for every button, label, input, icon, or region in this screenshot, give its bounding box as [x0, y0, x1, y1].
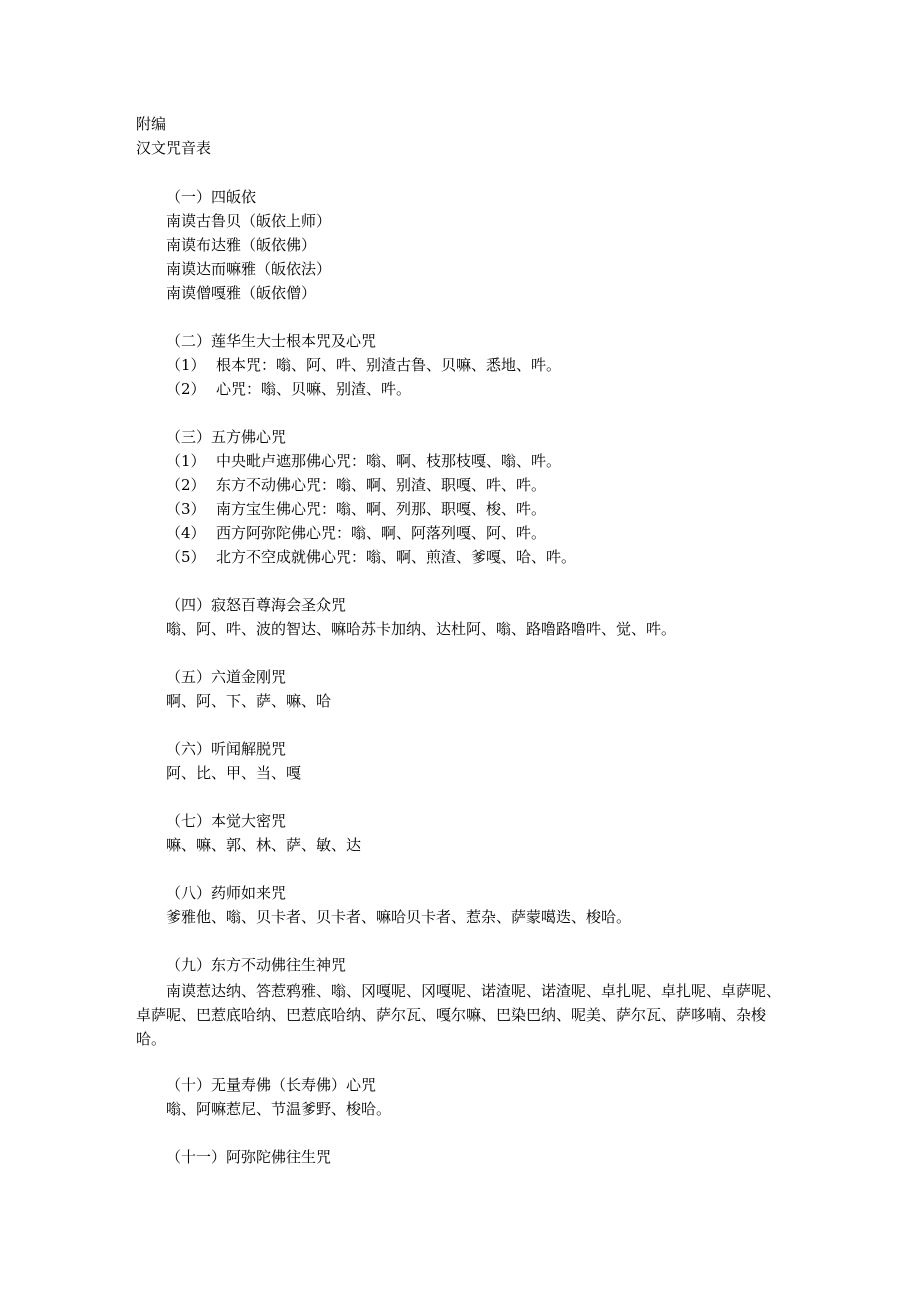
section-9-title: （九）东方不动佛往生神咒 [166, 956, 347, 974]
section-7-title: （七）本觉大密咒 [166, 812, 287, 830]
item-text: 北方不空成就佛心咒：嗡、啊、煎渣、爹嘎、哈、吽。 [216, 548, 577, 566]
item-text: 南方宝生佛心咒：嗡、啊、列那、职嘎、梭、吽。 [216, 500, 547, 518]
section-9-text: 南谟惹达纳、答惹鸦雅、嗡、冈嘎呢、冈嘎呢、诺渣呢、诺渣呢、卓扎呢、卓扎呢、卓萨呢、卓萨呢、巴惹底哈纳、巴惹底哈纳、萨尔瓦、嘎尔嘛、巴染巴纳、呢美、萨尔瓦、萨哆喃、杂梭哈。 [136, 982, 782, 1048]
item-text: 西方阿弥陀佛心咒：嗡、啊、阿落列嘎、阿、吽。 [216, 524, 547, 542]
section-3-item [166, 547, 576, 567]
section-3-item [166, 451, 561, 471]
section-3-item [166, 499, 546, 519]
section-10-title: （十）无量寿佛（长寿佛）心咒 [166, 1076, 377, 1094]
section-3-item [166, 475, 546, 495]
section-1-line: 南谟达而嘛雅（皈依法） [166, 260, 332, 278]
document-title: 汉文咒音表 [136, 139, 212, 157]
section-5-text: 啊、阿、下、萨、嘛、哈 [166, 692, 332, 710]
item-text: 中央毗卢遮那佛心咒：嗡、啊、枝那枝嘎、嗡、吽。 [216, 452, 562, 470]
section-3-title: （三）五方佛心咒 [166, 428, 287, 446]
section-5-title: （五）六道金刚咒 [166, 668, 287, 686]
item-text: 心咒：嗡、贝嘛、别渣、吽。 [216, 380, 412, 398]
item-text: 根本咒：嗡、阿、吽、别渣古鲁、贝嘛、悉地、吽。 [216, 356, 562, 374]
item-text: 东方不动佛心咒：嗡、啊、别渣、职嘎、吽、吽。 [216, 476, 547, 494]
section-3-item [166, 523, 546, 543]
section-1-line: 南谟僧嘎雅（皈依僧） [166, 284, 317, 302]
section-2-item [166, 379, 411, 399]
item-number: （5） [166, 548, 206, 566]
section-1-line: 南谟布达雅（皈依佛） [166, 236, 317, 254]
item-number: （4） [166, 524, 206, 542]
item-number: （1） [166, 356, 206, 374]
section-10-text: 嗡、阿嘛惹尼、节温爹野、梭哈。 [166, 1100, 392, 1118]
section-6-title: （六）听闻解脱咒 [166, 740, 287, 758]
section-11-title: （十一）阿弥陀佛往生咒 [166, 1148, 332, 1166]
section-2-item [166, 355, 561, 375]
section-1-line: 南谟古鲁贝（皈依上师） [166, 212, 332, 230]
appendix-label: 附编 [136, 115, 167, 133]
item-number: （3） [166, 500, 206, 518]
section-8-title: （八）药师如来咒 [166, 884, 287, 902]
section-4-text: 嗡、阿、吽、波的智达、嘛哈苏卡加纳、达杜阿、嗡、路噜路噜吽、觉、吽。 [166, 620, 677, 638]
section-2-title: （二）莲华生大士根本咒及心咒 [166, 332, 377, 350]
section-6-text: 阿、比、甲、当、嘎 [166, 764, 302, 782]
section-1-title: （一）四皈依 [166, 188, 257, 206]
item-number: （1） [166, 452, 206, 470]
section-4-title: （四）寂怒百尊海会圣众咒 [166, 596, 347, 614]
item-number: （2） [166, 380, 206, 398]
section-7-text: 嘛、嘛、郭、林、萨、敏、达 [166, 836, 362, 854]
section-8-text: 爹雅他、嗡、贝卡者、贝卡者、嘛哈贝卡者、惹杂、萨蒙噶迭、梭哈。 [166, 908, 632, 926]
item-number: （2） [166, 476, 206, 494]
